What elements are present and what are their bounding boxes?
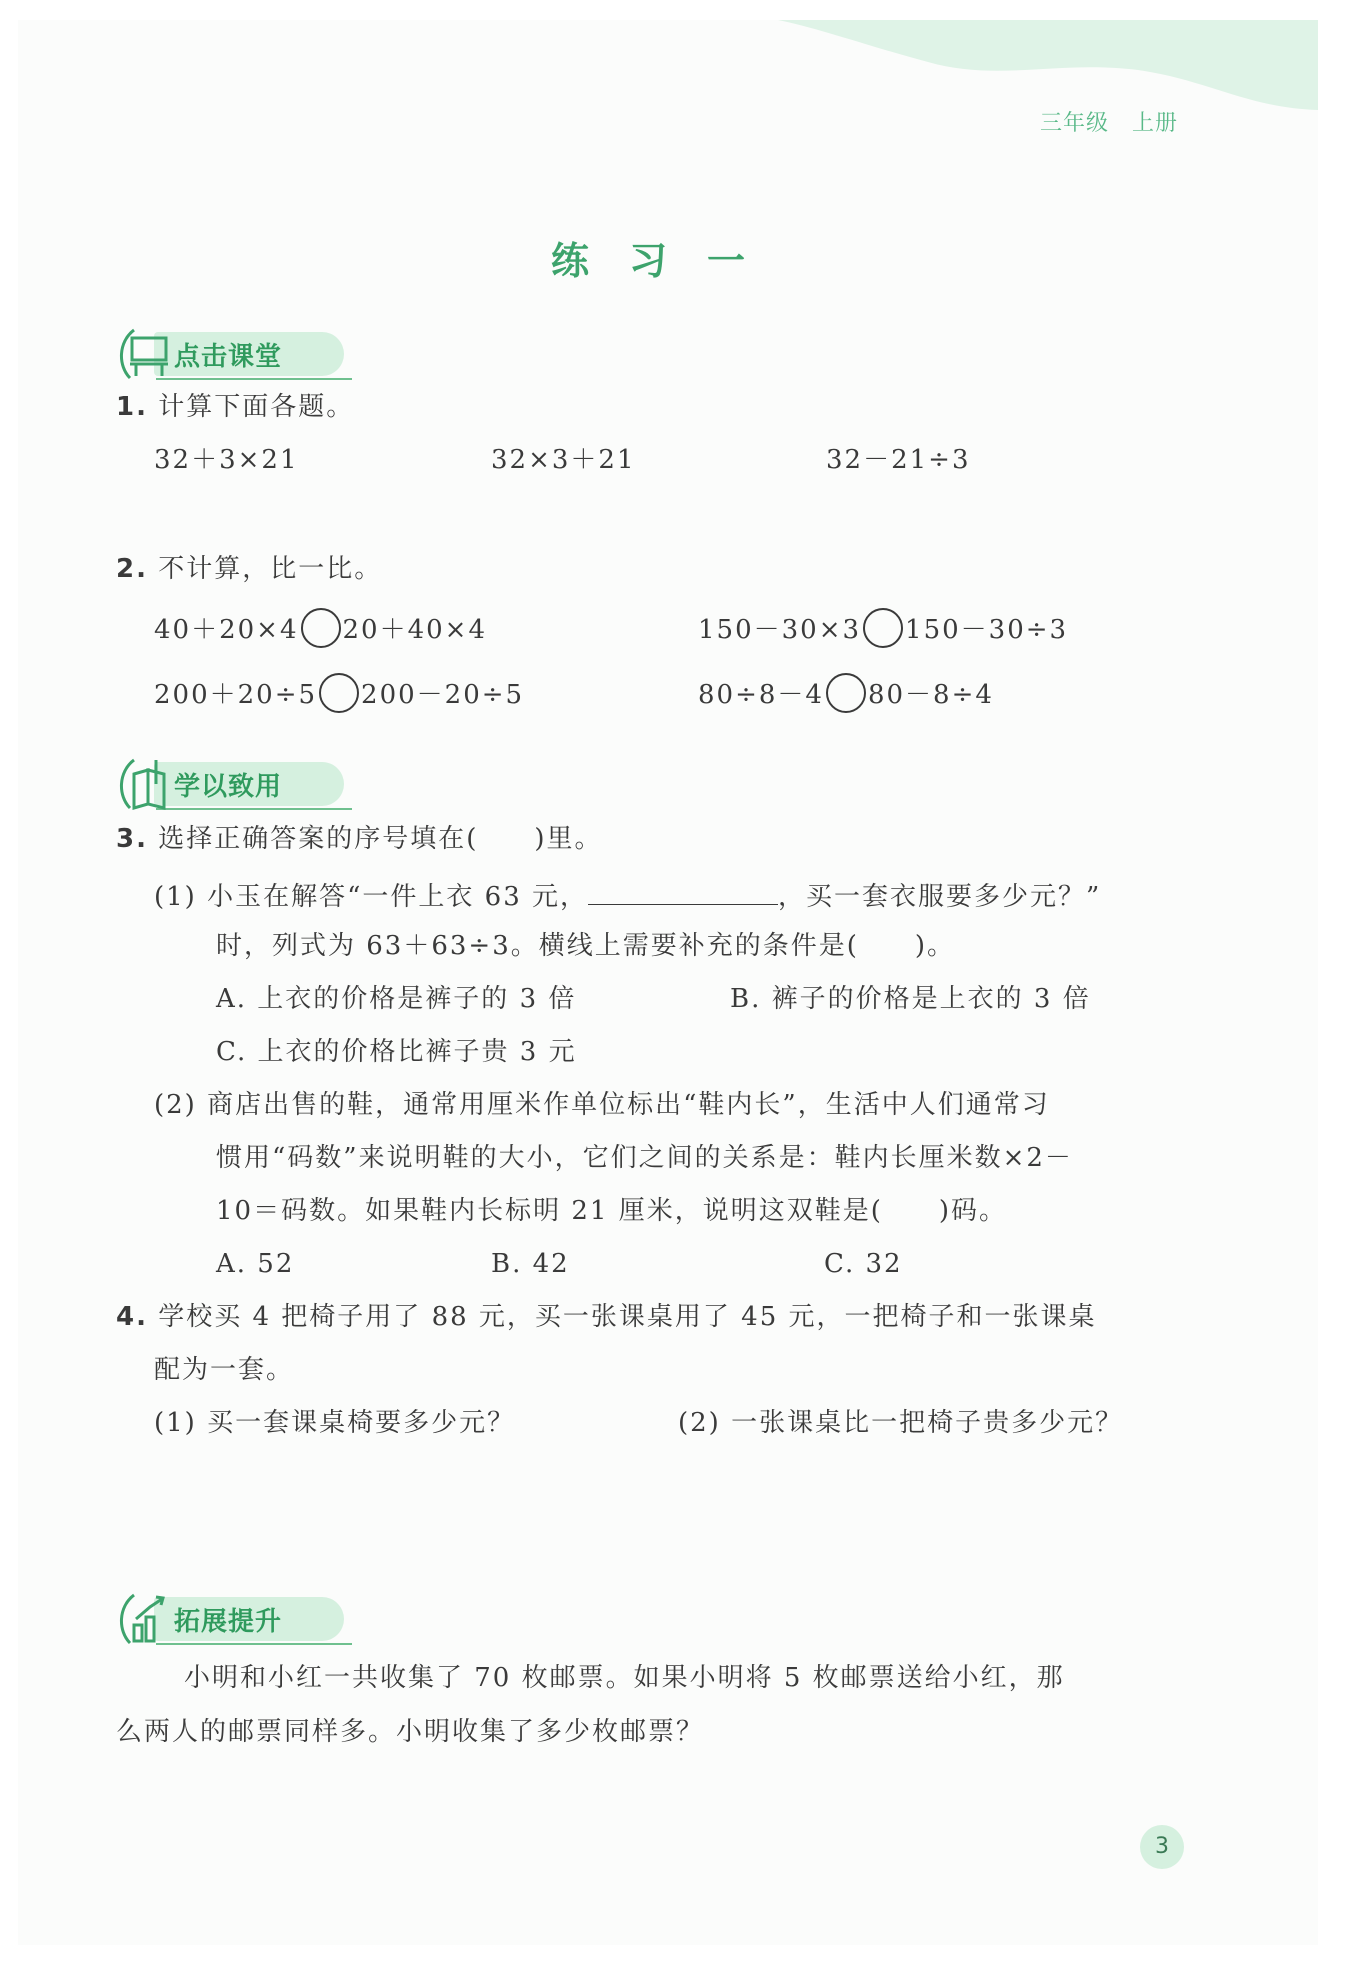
extension-line-2: 么两人的邮票同样多。小明收集了多少枚邮票？ [116,1717,705,1747]
subquestion-text: 商店出售的鞋，通常用厘米作单位标出“鞋内长”，生活中人们通常习 [207,1090,1050,1120]
compare-item [698,611,1068,651]
expression-item: 32－21÷3 [826,445,971,475]
subquestion-text: )。 [914,931,956,961]
question-number: 4. [116,1302,148,1332]
expression-item: 32×3＋21 [491,445,636,475]
question-number: 2. [116,554,148,584]
question-1 [116,392,354,423]
fill-blank[interactable] [588,878,778,905]
section-header-apply [116,750,356,820]
subquestion-text: 时，列式为 63＋63÷3。横线上需要补充的条件是( [216,931,859,961]
question-4-sub-1: (1) 买一套课桌椅要多少元？ [154,1408,516,1438]
question-4 [116,1302,1097,1333]
question-4-line-2: 配为一套。 [154,1355,295,1385]
question-prompt: 选择正确答案的序号填在( [158,824,479,854]
question-4-sub-2: (2) 一张课桌比一把椅子贵多少元？ [678,1408,1124,1438]
decorative-wave [778,20,1318,110]
page-title: 练习一 [550,239,785,283]
option-a[interactable]: A. 52 [216,1249,295,1279]
question-number: 1. [116,392,148,422]
compare-left: 80÷8－4 [698,680,824,710]
subquestion-text: )码。 [938,1196,1007,1226]
compare-item [698,676,994,716]
subquestion-2-line-3 [216,1196,1007,1227]
extension-line-1: 小明和小红一共收集了 70 枚邮票。如果小明将 5 枚邮票送给小红，那 [184,1663,1065,1693]
subquestion-text: 10＝码数。如果鞋内长标明 21 厘米，说明这双鞋是( [216,1196,883,1226]
question-prompt: 不计算，比一比。 [158,554,383,584]
answer-circle[interactable] [301,608,341,648]
compare-right: 80－8÷4 [867,680,994,710]
question-prompt: 学校买 4 把椅子用了 88 元，买一张课桌用了 45 元，一把椅子和一张课桌 [158,1302,1097,1332]
grade-header: 三年级 上册 [1040,111,1179,136]
question-prompt: 计算下面各题。 [158,392,355,422]
compare-right: 200－20÷5 [361,680,525,710]
compare-left: 150－30×3 [698,615,862,645]
subquestion-label: (2) [154,1090,197,1120]
section-header-classroom [116,320,356,390]
compare-right: 150－30÷3 [905,615,1069,645]
option-a[interactable]: A. 上衣的价格是裤子的 3 倍 [216,984,577,1014]
section-label: 学以致用 [174,772,283,802]
subquestion-2-line-1 [154,1090,1050,1121]
subquestion-text: 小玉在解答“一件上衣 63 元， [207,882,589,912]
question-prompt-end: )里。 [534,824,603,854]
question-number: 3. [116,824,148,854]
option-c[interactable]: C. 上衣的价格比裤子贵 3 元 [216,1037,577,1067]
question-3 [116,824,603,855]
page-number: 3 [1140,1825,1184,1869]
answer-circle[interactable] [863,608,903,648]
option-b[interactable]: B. 42 [491,1249,570,1279]
compare-left: 40＋20×4 [154,615,299,645]
compare-right: 20＋40×4 [342,615,487,645]
compare-item [154,676,524,716]
question-2 [116,554,382,585]
option-c[interactable]: C. 32 [824,1249,903,1279]
option-b[interactable]: B. 裤子的价格是上衣的 3 倍 [730,984,1091,1014]
section-label: 拓展提升 [174,1607,283,1637]
section-header-extension [116,1585,356,1655]
subquestion-1-line-2 [216,931,955,962]
answer-circle[interactable] [826,673,866,713]
section-label: 点击课堂 [174,342,283,372]
subquestion-label: (1) [154,882,197,912]
subquestion-2-line-2: 惯用“码数”来说明鞋的大小，它们之间的关系是：鞋内长厘米数×2－ [216,1143,1073,1173]
compare-left: 200＋20÷5 [154,680,318,710]
expression-item: 32＋3×21 [154,445,299,475]
subquestion-1-line-1 [154,878,1101,913]
compare-item [154,611,487,651]
subquestion-text: ，买一套衣服要多少元？” [778,882,1102,912]
workbook-page [18,20,1318,1945]
answer-circle[interactable] [319,673,359,713]
